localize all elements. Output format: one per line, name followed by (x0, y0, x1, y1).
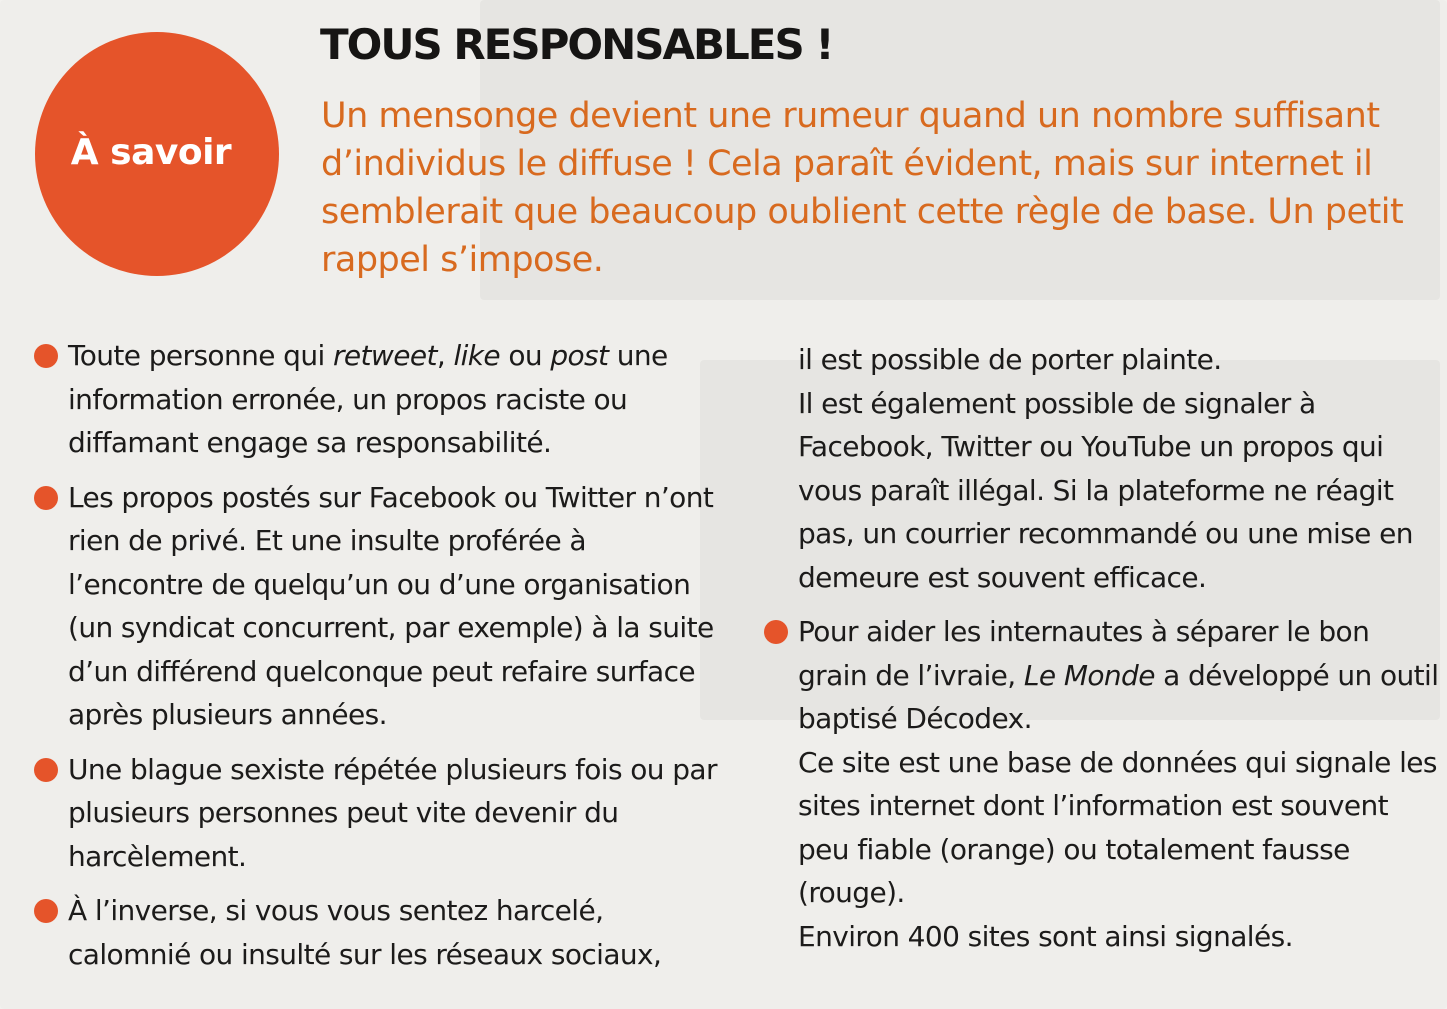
text-run: , (436, 339, 454, 372)
bullet-text (68, 334, 728, 465)
left-column (68, 334, 728, 987)
bullet-text (798, 610, 1443, 741)
text-run: a développé un outil baptisé Décodex. (798, 658, 1439, 735)
paragraph: Environ 400 sites sont ainsi signalés. (798, 919, 1293, 953)
emphasis-text: like (453, 339, 501, 372)
bullet-item (68, 334, 728, 465)
badge-label: À savoir (70, 131, 232, 173)
right-column (798, 338, 1443, 969)
emphasis-text: post (550, 339, 609, 372)
bullet-item (68, 889, 728, 976)
orange-dot-icon (34, 486, 58, 510)
bullet-text: À l’inverse, si vous vous sentez harcelé, calomnié ou insulté sur les réseaux sociaux, (68, 894, 662, 971)
orange-dot-icon (34, 344, 58, 368)
bullet-item (68, 748, 728, 879)
spacer (798, 599, 1443, 610)
bullet-item (798, 610, 1443, 958)
paragraph: Il est également possible de signaler à Facebook, Twitter ou YouTube un propos qui vous paraît illégal. Si la plateforme ne réagit pas, un courrier recommandé ou une mise en demeure est souvent efficace. (798, 386, 1413, 594)
article-title: TOUS RESPONSABLES ! (320, 20, 833, 69)
emphasis-text: retweet (332, 339, 437, 372)
paragraph: Ce site est une base de données qui signale les sites internet dont l’information est souvent peu fiable (orange) ou totalement fausse (rouge). (798, 745, 1437, 909)
orange-dot-icon (34, 758, 58, 782)
orange-dot-icon (764, 620, 788, 644)
bullet-item (68, 476, 728, 737)
intro-paragraph: Un mensonge devient une rumeur quand un nombre suffisant d’individus le diffuse ! Cela paraît évident, mais sur internet il semblerait que beaucoup oublient cette règle de base. Un petit rappel s’impose. (321, 96, 1404, 280)
text-run: Toute personne qui (68, 339, 333, 372)
orange-dot-icon (34, 899, 58, 923)
bullet-text: Les propos postés sur Facebook ou Twitter n’ont rien de privé. Et une insulte proférée à l’encontre de quelqu’un ou d’une organisation (un syndicat concurrent, par exemple) à la suite d’un différend quelconque peut refaire surface après plusieurs années. (68, 480, 714, 731)
bullet-continuation: il est possible de porter plainte. (798, 343, 1222, 376)
emphasis-text: Le Monde (1023, 658, 1155, 692)
bullet-text: Une blague sexiste répétée plusieurs fois ou par plusieurs personnes peut vite devenir du harcèlement. (68, 752, 717, 873)
text-run: Pour aider les internautes à séparer le bon grain de l’ivraie, (798, 615, 1370, 692)
text-run: ou (500, 339, 551, 372)
a-savoir-badge (35, 32, 279, 276)
text-run: une information erronée, un propos raciste ou diffamant engage sa responsabilité. (68, 339, 668, 459)
